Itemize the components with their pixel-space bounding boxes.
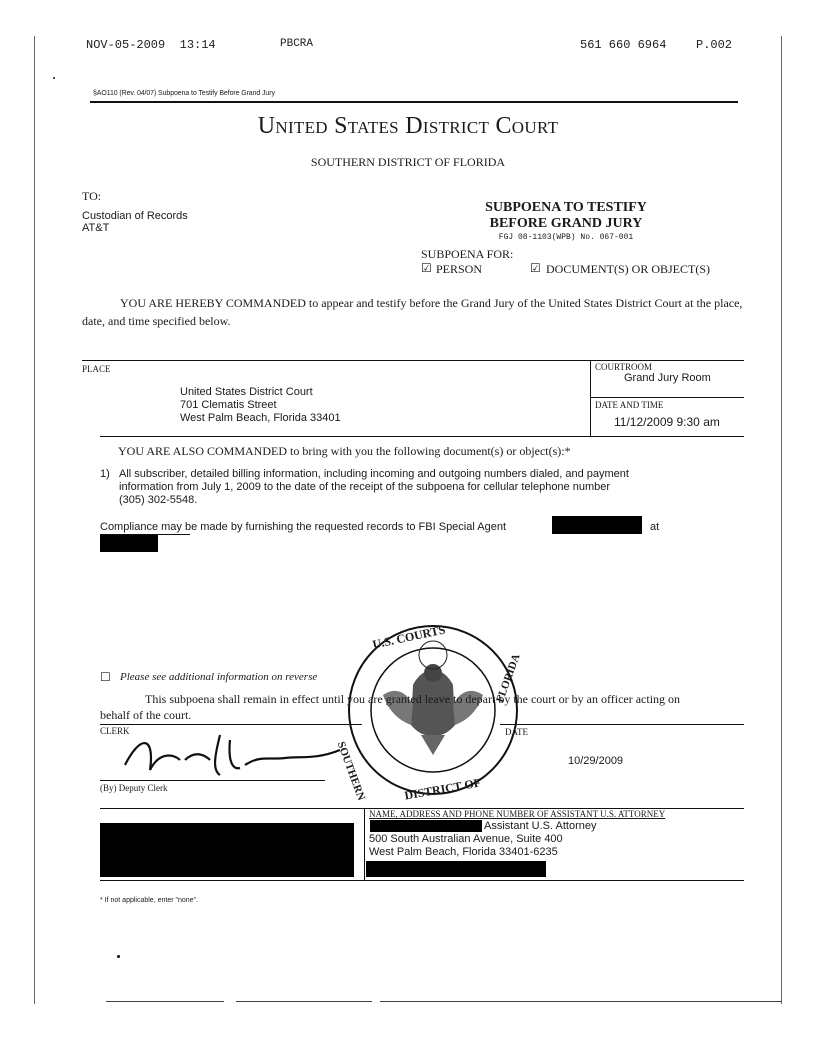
seal-right-text: FLORIDA bbox=[494, 652, 523, 705]
attorney-address2: West Palm Beach, Florida 33401-6235 bbox=[369, 846, 558, 858]
place-label: PLACE bbox=[82, 364, 111, 374]
person-checkbox[interactable]: ☑ bbox=[421, 261, 432, 275]
fax-sender: PBCRA bbox=[280, 38, 314, 50]
page-bottom-border-left bbox=[106, 1001, 224, 1002]
page-bottom-border-mid bbox=[236, 1001, 372, 1002]
date-time-label: DATE AND TIME bbox=[595, 400, 664, 410]
place-line1: United States District Court bbox=[180, 386, 313, 398]
compliance-text: Compliance may be made by furnishing the requested records to FBI Special Agent bbox=[100, 521, 507, 533]
case-number: FGJ 08-1103(WPB) No. 067-001 bbox=[498, 233, 634, 242]
clerk-date-label: DATE bbox=[505, 727, 528, 737]
clerk-label: CLERK bbox=[100, 726, 130, 736]
clerk-date: 10/29/2009 bbox=[568, 755, 624, 767]
redacted-attorney-phone bbox=[366, 861, 546, 877]
fax-speck bbox=[117, 955, 120, 958]
court-seal bbox=[343, 615, 523, 805]
item-1-number: 1) bbox=[100, 468, 110, 480]
additional-info-checkbox[interactable]: ☐ bbox=[100, 670, 111, 684]
recipient-line1: Custodian of Records bbox=[82, 210, 188, 222]
court-name: United States District Court bbox=[257, 113, 559, 139]
compliance-at: at bbox=[650, 521, 660, 533]
attorney-address1: 500 South Australian Avenue, Suite 400 bbox=[369, 833, 563, 845]
place-line3: West Palm Beach, Florida 33401 bbox=[180, 412, 341, 424]
page-left-border bbox=[34, 36, 35, 1004]
subpoena-title-line1: SUBPOENA TO TESTIFY bbox=[485, 200, 647, 215]
fax-page: P.002 bbox=[696, 38, 733, 52]
seal-left-text: SOUTHERN bbox=[334, 740, 368, 803]
subpoena-for-label: SUBPOENA FOR: bbox=[421, 247, 514, 261]
clerk-signature-line bbox=[100, 780, 325, 781]
documents-checkbox[interactable]: ☑ bbox=[530, 261, 541, 275]
person-label: PERSON bbox=[436, 262, 483, 276]
attorney-title: Assistant U.S. Attorney bbox=[484, 820, 597, 832]
court-district: SOUTHERN DISTRICT OF FLORIDA bbox=[310, 155, 506, 169]
attorney-bottom-rule bbox=[100, 880, 744, 881]
attorney-label: NAME, ADDRESS AND PHONE NUMBER OF ASSISTANT U.S. ATTORNEY bbox=[369, 809, 666, 819]
item-1-line2: information from July 1, 2009 to the date of the receipt of the subpoena for cellular telephone number bbox=[119, 481, 611, 493]
to-label: TO: bbox=[82, 189, 102, 203]
deputy-clerk-label: (By) Deputy Clerk bbox=[100, 783, 168, 793]
redacted-left-block bbox=[100, 823, 354, 877]
documents-label: DOCUMENT(S) OR OBJECT(S) bbox=[546, 262, 711, 276]
place-line2: 701 Clematis Street bbox=[180, 399, 277, 411]
form-id-rule bbox=[90, 101, 738, 103]
redacted-attorney-name bbox=[370, 820, 482, 832]
fax-phone: 561 660 6964 bbox=[580, 38, 667, 52]
command-text: YOU ARE HEREBY COMMANDED to appear and testify before the Grand Jury of the United States District Court at the place, date, and time specified below. bbox=[82, 296, 743, 328]
item-1-line1: All subscriber, detailed billing information, including incoming and outgoing numbers dialed, and payment bbox=[119, 468, 629, 480]
also-commanded: YOU ARE ALSO COMMANDED to bring with you the following document(s) or object(s):* bbox=[118, 444, 571, 458]
fax-speck bbox=[53, 77, 55, 79]
item-1-line3: (305) 302-5548. bbox=[119, 494, 198, 506]
form-id: §AO110 (Rev. 04/07) Subpoena to Testify Before Grand Jury bbox=[93, 90, 275, 97]
page-bottom-border-right bbox=[380, 1001, 782, 1002]
place-table-divider bbox=[590, 360, 591, 436]
clerk-top-rule-right bbox=[500, 724, 744, 725]
page-right-border bbox=[781, 36, 782, 1004]
redacted-agent-name bbox=[552, 516, 642, 534]
courtroom-label: COURTROOM bbox=[595, 362, 652, 372]
effect-text-line1: This subpoena shall remain in effect until you are granted leave to depart by the court or by an officer acting on bbox=[145, 692, 681, 706]
courtroom-date-rule bbox=[590, 397, 744, 398]
footnote: * If not applicable, enter "none". bbox=[100, 897, 198, 904]
place-table-top-rule bbox=[82, 360, 744, 361]
clerk-top-rule bbox=[100, 724, 362, 725]
effect-text-line2: behalf of the court. bbox=[100, 708, 192, 722]
date-time-value: 11/12/2009 9:30 am bbox=[614, 415, 720, 429]
seal-top-text: U.S. COURTS bbox=[371, 622, 447, 652]
attorney-divider bbox=[364, 808, 365, 880]
additional-info-text: Please see additional information on reverse bbox=[120, 671, 318, 683]
seal-bottom-text: DISTRICT OF bbox=[403, 775, 483, 803]
courtroom-value: Grand Jury Room bbox=[624, 372, 711, 384]
subpoena-title-line2: BEFORE GRAND JURY bbox=[489, 216, 643, 231]
place-table-bottom-rule bbox=[100, 436, 744, 437]
redacted-agent-contact bbox=[100, 535, 158, 552]
recipient-line2: AT&T bbox=[82, 222, 110, 234]
clerk-signature bbox=[120, 730, 350, 780]
fax-datetime: NOV-05-2009 13:14 bbox=[86, 38, 216, 52]
